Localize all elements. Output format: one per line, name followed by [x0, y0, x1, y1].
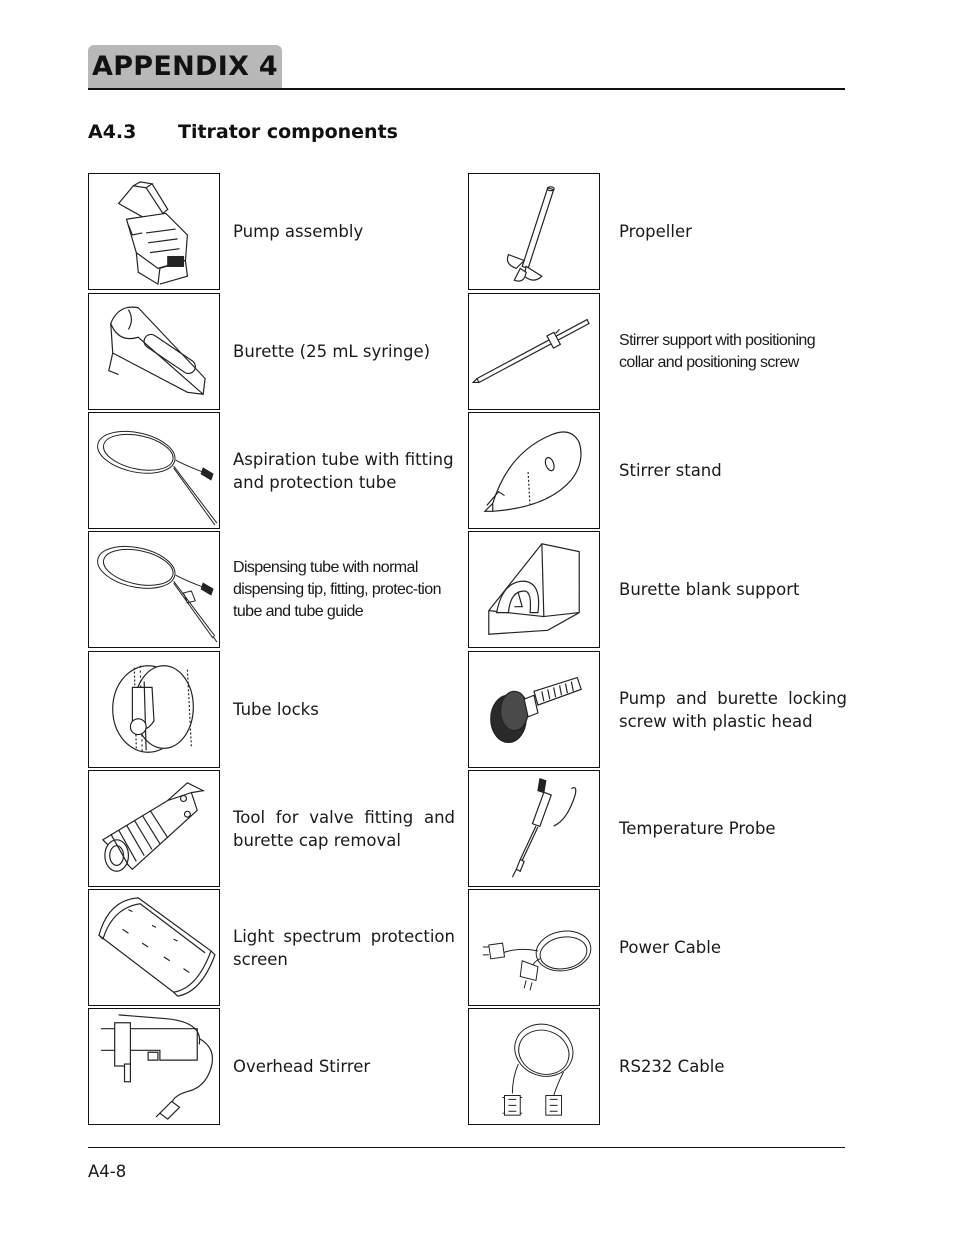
section-number: A4.3	[88, 121, 137, 143]
component-label-left-2: Burette (25 mL syringe)	[233, 342, 431, 361]
power-cable-illustration	[468, 889, 600, 1006]
rs232-cable-illustration	[468, 1008, 600, 1125]
tube-locks-illustration	[88, 651, 220, 768]
temperature-probe-illustration	[468, 770, 600, 887]
burette-blank-support-illustration	[468, 531, 600, 648]
component-label-right-2: Stirrer support with positioning collar and positioning screw	[619, 331, 816, 371]
overhead-stirrer-illustration	[88, 1008, 220, 1125]
aspiration-tube-illustration	[88, 412, 220, 529]
header-rule	[88, 88, 845, 90]
component-label-right-3: Stirrer stand	[619, 461, 722, 480]
appendix-title: APPENDIX 4	[92, 51, 278, 82]
component-label-left-7: Light spectrum protection screen	[233, 926, 455, 969]
component-label-right-5: Pump and burette locking screw with plastic head	[619, 688, 847, 731]
component-label-right-8: RS232 Cable	[619, 1057, 725, 1076]
component-label-right-6: Temperature Probe	[619, 819, 776, 838]
section-title: Titrator components	[178, 121, 398, 143]
burette-illustration	[88, 293, 220, 410]
dispensing-tube-illustration	[88, 531, 220, 648]
section-heading	[88, 121, 398, 143]
component-label-left-8: Overhead Stirrer	[233, 1057, 371, 1076]
footer-rule	[88, 1147, 845, 1148]
component-label-left-3: Aspiration tube with fitting and protection tube	[233, 449, 454, 492]
component-label-right-7: Power Cable	[619, 938, 721, 957]
component-label-right-4: Burette blank support	[619, 580, 800, 599]
stirrer-stand-illustration	[468, 412, 600, 529]
component-label-left-6: Tool for valve fitting and burette cap removal	[233, 807, 455, 850]
component-label-right-1: Propeller	[619, 222, 692, 241]
protection-screen-illustration	[88, 889, 220, 1006]
component-label-left-5: Tube locks	[233, 700, 319, 719]
component-label-left-1: Pump assembly	[233, 222, 364, 241]
component-label-left-4: Dispensing tube with normal dispensing tip, fitting, protec-tion tube and tube guide	[233, 558, 441, 620]
page-number: A4-8	[88, 1162, 127, 1181]
appendix-banner	[88, 45, 282, 88]
valve-tool-illustration	[88, 770, 220, 887]
locking-screw-illustration	[468, 651, 600, 768]
propeller-illustration	[468, 173, 600, 290]
stirrer-support-illustration	[468, 293, 600, 410]
pump-assembly-illustration	[88, 173, 220, 290]
